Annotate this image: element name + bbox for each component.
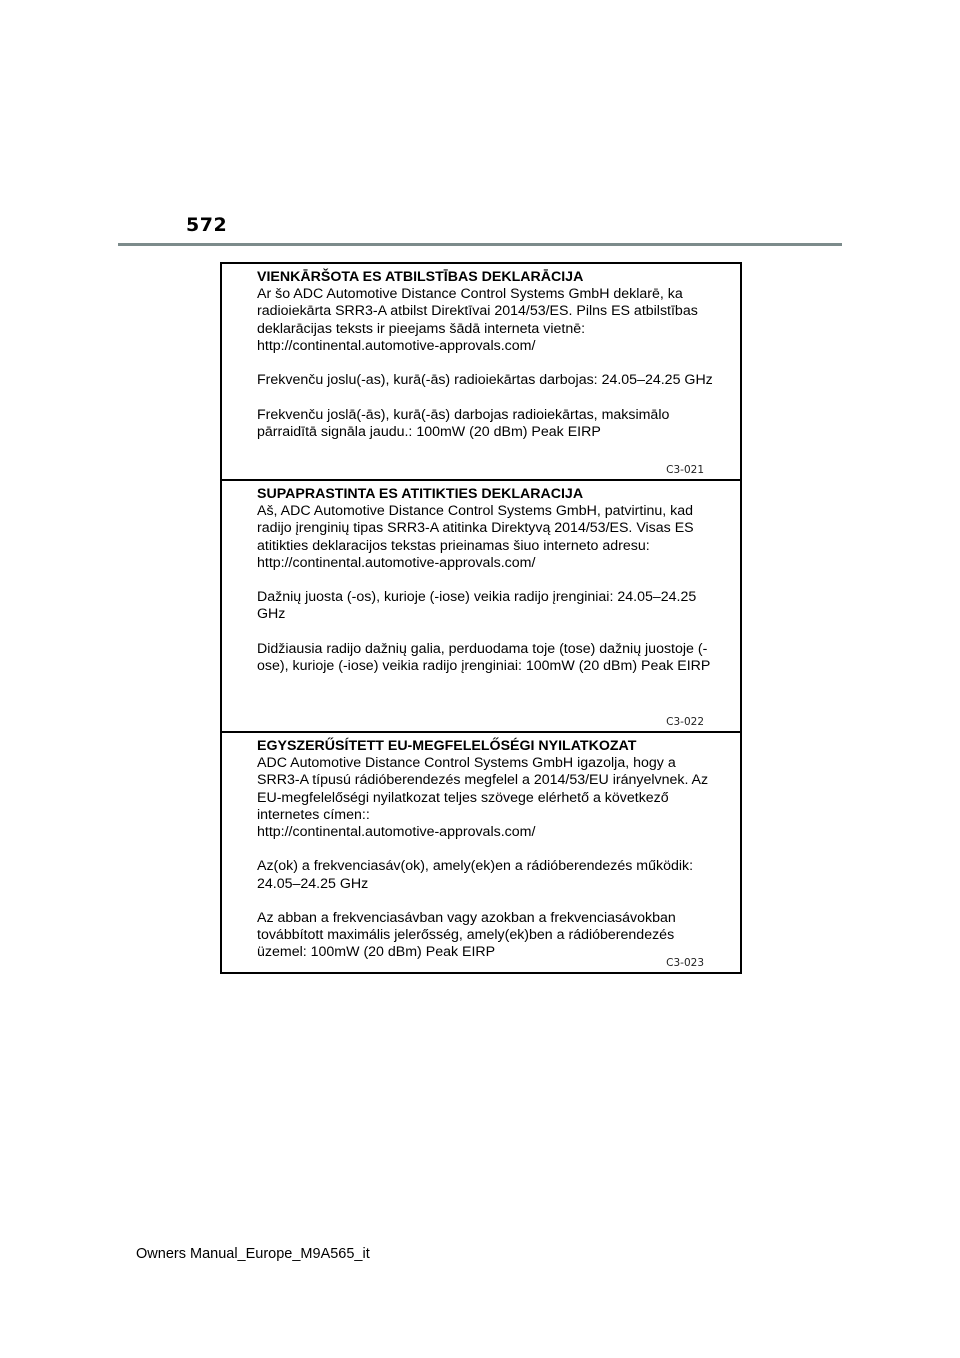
text-line: ADC Automotive Distance Control Systems GmbH igazolja, hogy a [257, 755, 676, 772]
text-line: radijo įrenginių tipas SRR3-A atitinka Direktyvą 2014/53/ES. Visas ES [257, 520, 694, 537]
text-line: Aš, ADC Automotive Distance Control Systems GmbH, patvirtinu, kad [257, 503, 694, 520]
footer-text: Owners Manual_Europe_M9A565_it [136, 1246, 370, 1262]
section-code: C3-021 [666, 464, 704, 476]
section-paragraph [257, 910, 727, 962]
section-paragraph [257, 503, 727, 572]
text-line: radioiekārta SRR3-A atbilst Direktīvai 2014/53/ES. Pilns ES atbilstības [257, 303, 698, 320]
text-line: Frekvenču joslu(-as), kurā(-ās) radioiekārtas darbojas: 24.05–24.25 GHz [257, 372, 713, 389]
text-line: továbbított maximális jelerősség, amely(ek)ben a rádióberendezés [257, 927, 675, 944]
text-line: internetes címen:: [257, 806, 370, 823]
text-line: Didžiausia radijo dažnių galia, perduodama toje (tose) dažnių juostoje (- [257, 640, 708, 657]
section-code: C3-023 [666, 957, 704, 969]
section-title: SUPAPRASTINTA ES ATITIKTIES DEKLARACIJA [257, 486, 584, 502]
section-text [257, 486, 727, 675]
text-line: Az abban a frekvenciasávban vagy azokban a frekvenciasávokban [257, 910, 676, 926]
section-code: C3-022 [666, 716, 704, 728]
declaration-section-hungarian [222, 731, 740, 972]
text-line: Az(ok) a frekvenciasáv(ok), amely(ek)en a rádióberendezés működik: [257, 858, 694, 875]
text-line: pārraidītā signāla jaudu.: 100mW (20 dBm) Peak EIRP [257, 423, 601, 440]
header-divider [118, 243, 842, 246]
text-line: Frekvenču joslā(-ās), kurā(-ās) darbojas radioiekārtas, maksimālo [257, 406, 670, 423]
section-paragraph [257, 372, 727, 389]
page-number: 572 [186, 214, 228, 236]
text-line: SRR3-A típusú rádióberendezés megfelel a 2014/53/EU irányelvnek. Az [257, 772, 709, 789]
section-text [257, 269, 727, 441]
url-line: http://continental.automotive-approvals.com/ [257, 337, 536, 354]
declaration-box [220, 262, 742, 974]
text-line: atitikties deklaracijos tekstas prieinamas šiuo interneto adresu: [257, 537, 650, 554]
section-paragraph [257, 589, 727, 623]
text-line: 24.05–24.25 GHz [257, 875, 369, 892]
section-paragraph [257, 286, 727, 355]
text-line: üzemel: 100mW (20 dBm) Peak EIRP [257, 944, 496, 961]
section-paragraph [257, 858, 727, 892]
section-title: EGYSZERŰSÍTETT EU-MEGFELELŐSÉGI NYILATKOZAT [257, 738, 637, 754]
section-paragraph [257, 407, 727, 441]
declaration-section-latvian [222, 264, 740, 479]
text-line: Ar šo ADC Automotive Distance Control Systems GmbH deklarē, ka [257, 286, 683, 303]
text-line: ose), kurioje (-iose) veikia radijo įrenginiai: 100mW (20 dBm) Peak EIRP [257, 658, 711, 674]
section-text [257, 738, 727, 962]
text-line: GHz [257, 606, 286, 623]
text-line: deklarācijas teksts ir pieejams šādā interneta vietnē: [257, 320, 586, 337]
section-paragraph [257, 755, 727, 841]
url-line: http://continental.automotive-approvals.com/ [257, 824, 536, 841]
url-line: http://continental.automotive-approvals.com/ [257, 554, 536, 571]
text-line: Dažnių juosta (-os), kurioje (-iose) veikia radijo įrenginiai: 24.05–24.25 [257, 589, 697, 606]
section-paragraph [257, 641, 727, 675]
text-line: EU-megfelelőségi nyilatkozat teljes szövege elérhető a következő [257, 789, 669, 806]
section-title: VIENKĀRŠOTA ES ATBILSTĪBAS DEKLARĀCIJA [257, 269, 584, 285]
declaration-section-lithuanian [222, 479, 740, 731]
